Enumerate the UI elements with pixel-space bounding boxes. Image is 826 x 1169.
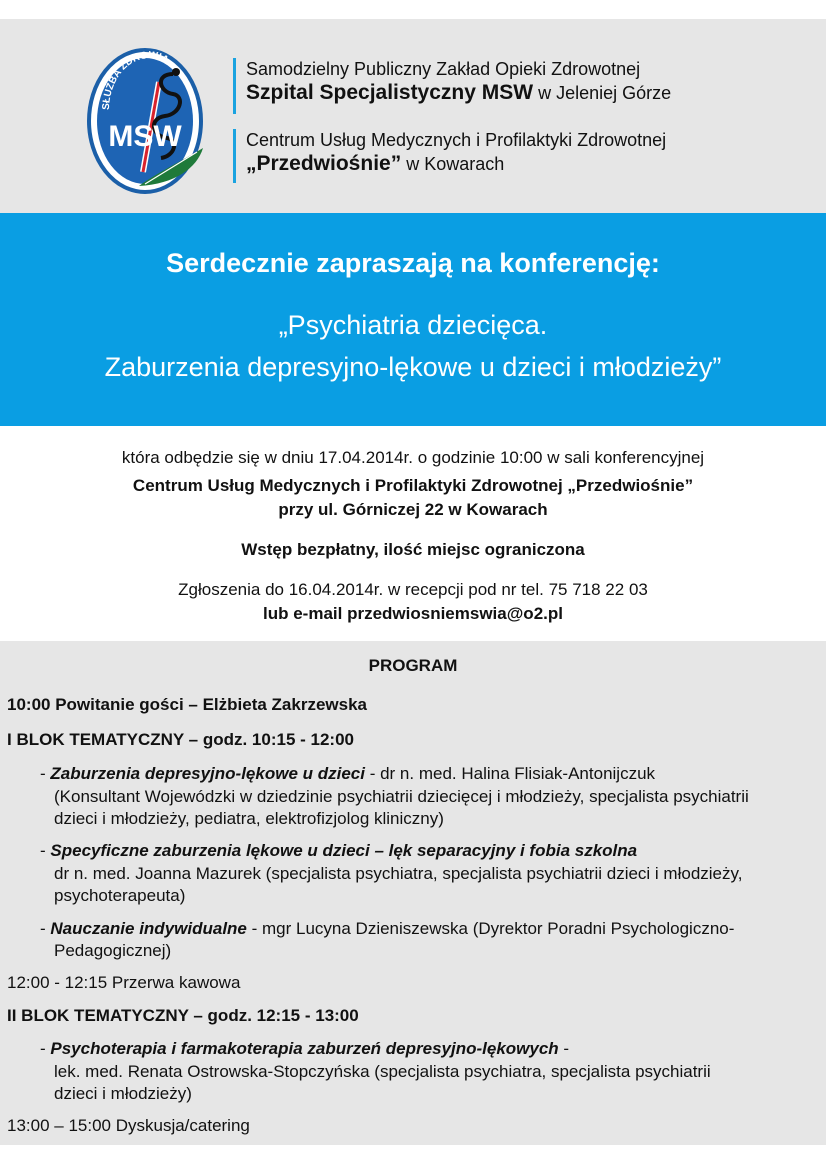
talk-4-desc: lek. med. Renata Ostrowska-Stopczyńska (specjalista psychiatra, specjalista psychiatrii: [54, 1062, 711, 1081]
talk-2: [40, 840, 637, 861]
institution-type: Samodzielny Publiczny Zakład Opieki Zdrowotnej: [246, 59, 641, 79]
logo-arc-text: SŁUŻBA ZDROWIA: [100, 49, 171, 111]
talk-1: [40, 763, 655, 784]
talk-1-desc: dzieci i młodzieży, pediatra, elektrofizjolog kliniczny): [54, 809, 444, 828]
institution-type: Centrum Usług Medycznych i Profilaktyki Zdrowotnej: [246, 130, 667, 150]
talk-2-desc: psychoterapeuta): [54, 886, 186, 905]
institution-center: [233, 129, 666, 183]
registration-email: lub e-mail przedwiosniemswia@o2.pl: [263, 604, 563, 623]
institution-name: Szpital Specjalistyczny MSW: [246, 81, 534, 104]
talk-speaker: - mgr Lucyna Dzieniszewska (Dyrektor Poradni Psychologiczno-: [246, 919, 735, 938]
talk-topic: Specyficzne zaburzenia lękowe u dzieci – lęk separacyjny i fobia szkolna: [50, 841, 638, 860]
talk-2-desc: dr n. med. Joanna Mazurek (specjalista psychiatra, specjalista psychiatrii dzieci i młodzieży,: [54, 864, 743, 883]
institution-location: w Jeleniej Górze: [533, 83, 672, 103]
bullet: -: [40, 919, 51, 938]
coffee-break: 12:00 - 12:15 Przerwa kawowa: [7, 973, 241, 992]
program-title: PROGRAM: [368, 656, 458, 675]
talk-topic: Zaburzenia depresyjno-lękowe u dzieci: [50, 764, 365, 783]
talk-dash: -: [558, 1039, 570, 1058]
closing-session: 13:00 – 15:00 Dyskusja/catering: [7, 1116, 250, 1135]
institution-name: „Przedwiośnie”: [246, 152, 402, 175]
talk-3-desc: Pedagogicznej): [54, 941, 172, 960]
invitation-heading: Serdecznie zapraszają na konferencję:: [166, 248, 660, 278]
institution-location: w Kowarach: [401, 154, 505, 174]
address-line: przy ul. Górniczej 22 w Kowarach: [278, 500, 548, 519]
bullet: -: [40, 841, 51, 860]
institution-hospital: [233, 58, 671, 114]
bullet: -: [40, 1039, 51, 1058]
conference-title-line1: „Psychiatria dziecięca.: [278, 310, 548, 340]
entry-note: Wstęp bezpłatny, ilość miejsc ograniczona: [241, 540, 585, 559]
block1-heading: I BLOK TEMATYCZNY – godz. 10:15 - 12:00: [7, 730, 354, 749]
program-welcome: 10:00 Powitanie gości – Elżbieta Zakrzewska: [7, 695, 367, 714]
talk-4-desc: dzieci i młodzieży): [54, 1084, 192, 1103]
talk-3: [40, 918, 734, 939]
date-line: która odbędzie się w dniu 17.04.2014r. o godzinie 10:00 w sali konferencyjnej: [121, 448, 705, 467]
bullet: -: [40, 764, 51, 783]
conference-title-line2: Zaburzenia depresyjno-lękowe u dzieci i młodzieży”: [104, 352, 722, 382]
talk-4: [40, 1038, 569, 1059]
talk-1-desc: (Konsultant Wojewódzki w dziedzinie psychiatrii dziecięcej i młodzieży, specjalista psychiatrii: [54, 787, 749, 806]
block2-heading: II BLOK TEMATYCZNY – godz. 12:15 - 13:00: [7, 1006, 359, 1025]
venue-line: Centrum Usług Medycznych i Profilaktyki Zdrowotnej „Przedwiośnie”: [132, 476, 694, 495]
msw-logo: [85, 44, 210, 199]
registration-line: Zgłoszenia do 16.04.2014r. w recepcji pod nr tel. 75 718 22 03: [178, 580, 648, 599]
talk-speaker: - dr n. med. Halina Flisiak-Antonijczuk: [364, 764, 656, 783]
talk-topic: Psychoterapia i farmakoterapia zaburzeń depresyjno-lękowych: [50, 1039, 559, 1058]
talk-topic: Nauczanie indywidualne: [50, 919, 247, 938]
logo-initials: MSW: [108, 120, 182, 153]
